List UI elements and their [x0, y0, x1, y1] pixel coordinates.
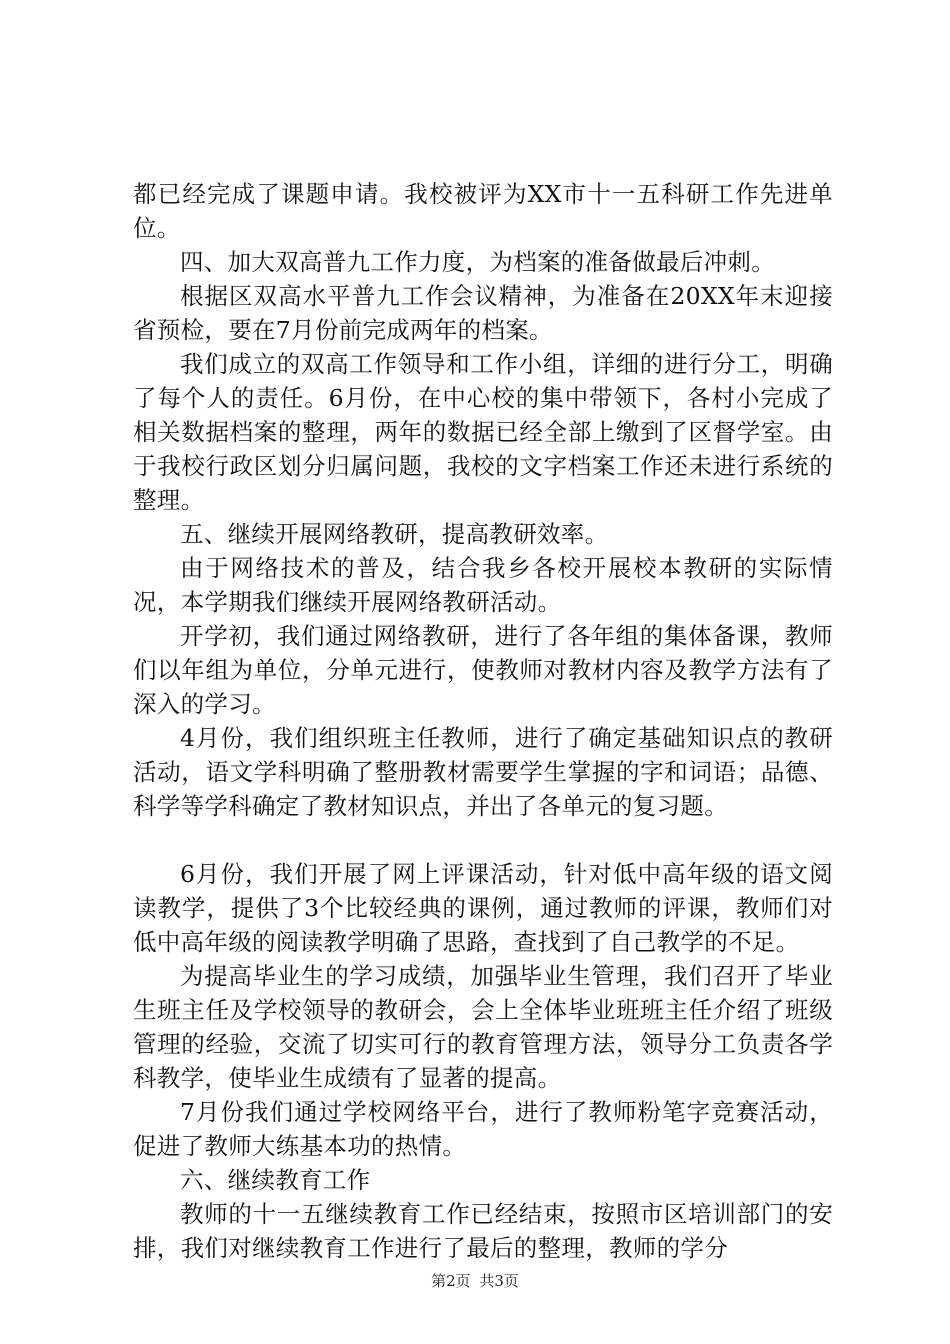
paragraph: 4月份，我们组织班主任教师，进行了确定基础知识点的教研活动，语文学科明确了整册教材需要学生掌握的字和词语；品德、科学等学科确定了教材知识点，并出了各单元的复习题。	[133, 724, 833, 820]
paragraph: 由于网络技术的普及，结合我乡各校开展校本教研的实际情况，本学期我们继续开展网络教研活动。	[133, 554, 833, 616]
paragraph: 我们成立的双高工作领导和工作小组，详细的进行分工，明确了每个人的责任。6月份，在中心校的集中带领下，各村小完成了相关数据档案的整理，两年的数据已经全部上缴到了区督学室。由于我校行政区划分归属问题，我校的文字档案工作还未进行系统的整理。	[133, 350, 833, 514]
section-heading: 六、继续教育工作	[180, 1166, 371, 1194]
paragraph: 根据区双高水平普九工作会议精神，为准备在20XX年末迎接省预检，要在7月份前完成两年的档案。	[133, 282, 833, 344]
paragraph: 教师的十一五继续教育工作已经结束，按照市区培训部门的安排，我们对继续教育工作进行了最后的整理，教师的学分	[133, 1200, 833, 1262]
paragraph: 为提高毕业生的学习成绩，加强毕业生管理，我们召开了毕业生班主任及学校领导的教研会，会上全体毕业班班主任介绍了班级管理的经验，交流了切实可行的教育管理方法，领导分工负责各学科教学，使毕业生成绩有了显著的提高。	[133, 962, 833, 1092]
document-body	[133, 177, 833, 1265]
section-heading: 四、加大双高普九工作力度，为档案的准备做最后冲刺。	[180, 248, 775, 276]
page-footer	[0, 1271, 950, 1291]
page-number: 第2页	[431, 1272, 471, 1290]
paragraph: 7月份我们通过学校网络平台，进行了教师粉笔字竞赛活动，促进了教师大练基本功的热情。	[133, 1098, 833, 1160]
paragraph: 6月份，我们开展了网上评课活动，针对低中高年级的语文阅读教学，提供了3个比较经典的课例，通过教师的评课，教师们对低中高年级的阅读教学明确了思路，查找到了自己教学的不足。	[133, 860, 833, 956]
page-total: 共3页	[479, 1272, 519, 1290]
section-heading: 五、继续开展网络教研，提高教研效率。	[180, 520, 609, 548]
paragraph: 都已经完成了课题申请。我校被评为XX市十一五科研工作先进单位。	[133, 180, 833, 242]
paragraph: 开学初，我们通过网络教研，进行了各年组的集体备课，教师们以年组为单位，分单元进行，使教师对教材内容及教学方法有了深入的学习。	[133, 622, 833, 718]
